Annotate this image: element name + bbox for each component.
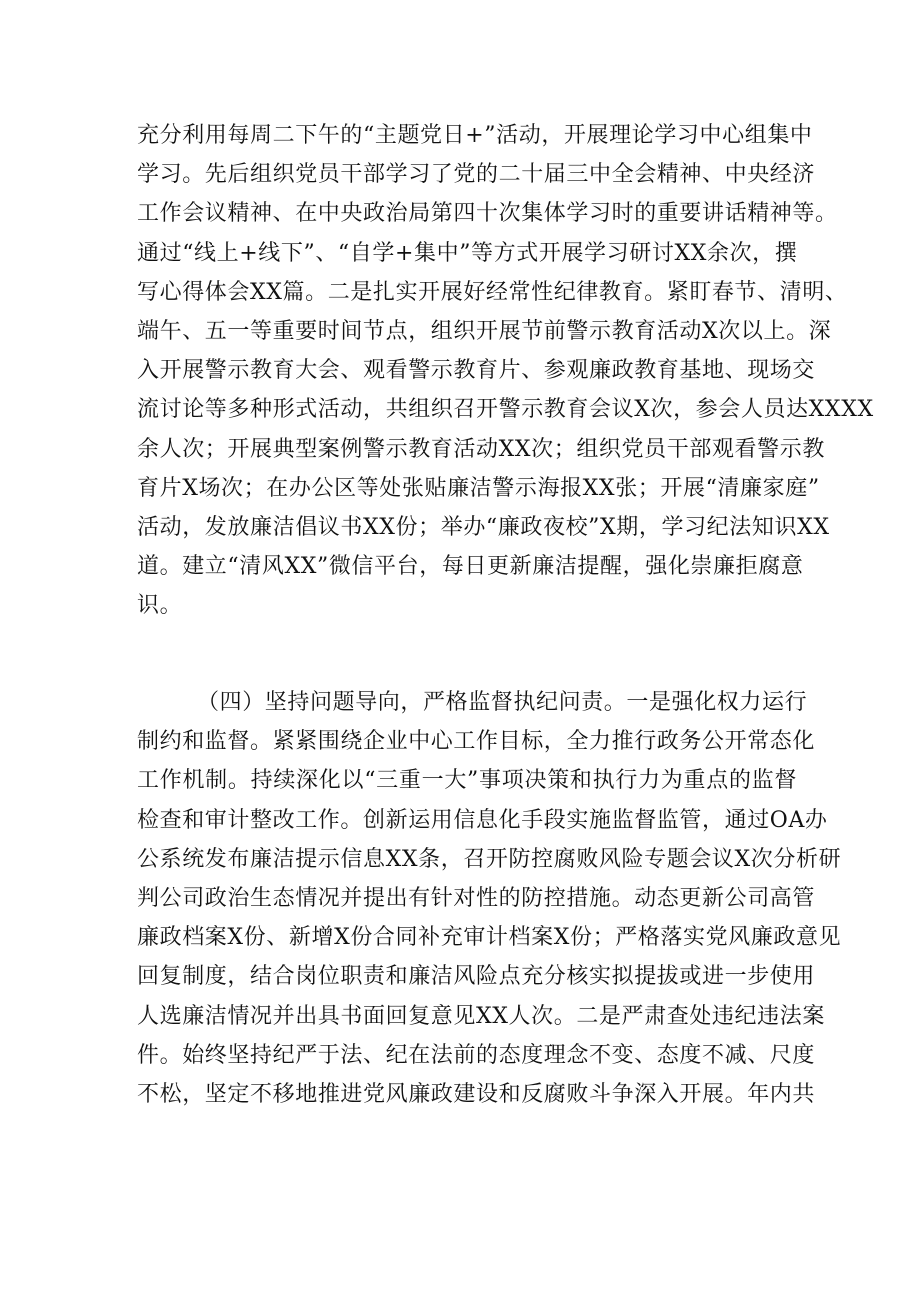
text-line: 识。 [137,593,183,619]
text-line: 道。建立“清风XX”微信平台，每日更新廉洁提醒，强化崇廉拒腐意 [137,554,804,580]
text-line: 充分利用每周二下午的“主题党日+”活动，开展理论学习中心组集中 [137,123,813,148]
paragraph-supervision-accountability [137,683,842,1114]
text-line: 判公司政治生态情况并提出有针对性的防控措施。动态更新公司高管 [137,885,816,911]
text-line: 学习。先后组织党员干部学习了党的二十届三中全会精神、中央经济 [137,162,816,188]
text-line: 活动，发放廉洁倡议书XX份；举办“廉政夜校”X期，学习纪法知识XX [137,514,830,540]
text-line: 回复制度，结合岗位职责和廉洁风险点充分核实拟提拔或进一步使用 [137,964,816,990]
paragraph-discipline-education [137,116,874,625]
text-line: 不松，坚定不移地推进党风廉政建设和反腐败斗争深入开展。年内共 [137,1081,816,1107]
text-line: （四）坚持问题导向，严格监督执纪问责。一是强化权力运行 [197,690,808,715]
text-line: 工作会议精神、在中央政治局第四十次集体学习时的重要讲话精神等。 [137,201,838,227]
text-line: 端午、五一等重要时间节点，组织开展节前警示教育活动X次以上。深 [137,318,832,344]
text-line: 公系统发布廉洁提示信息XX条，召开防控腐败风险专题会议X次分析研 [137,846,842,872]
text-line: 流讨论等多种形式活动，共组织召开警示教育会议X次，参会人员达XXXX [137,397,874,423]
text-line: 工作机制。持续深化以“三重一大”事项决策和执行力为重点的监督 [137,768,797,794]
text-line: 写心得体会XX篇。二是扎实开展好经常性纪律教育。紧盯春节、清明、 [137,279,848,305]
text-line: 育片X场次；在办公区等处张贴廉洁警示海报XX张；开展“清廉家庭” [137,475,820,501]
text-line: 余人次；开展典型案例警示教育活动XX次；组织党员干部观看警示教 [137,436,825,462]
text-line: 人选廉洁情况并出具书面回复意见XX人次。二是严肃查处违纪违法案 [137,1003,825,1029]
text-line: 检查和审计整改工作。创新运用信息化手段实施监督监管，通过OA办 [137,807,828,833]
text-line: 廉政档案X份、新增X份合同补充审计档案X份；严格落实党风廉政意见 [137,925,842,951]
text-line: 制约和监督。紧紧围绕企业中心工作目标，全力推行政务公开常态化 [137,729,816,755]
text-line: 通过“线上+线下”、“自学+集中”等方式开展学习研讨XX余次，撰 [137,240,798,266]
text-line: 件。始终坚持纪严于法、纪在法前的态度理念不变、态度不减、尺度 [137,1042,816,1068]
text-line: 入开展警示教育大会、观看警示教育片、参观廉政教育基地、现场交 [137,358,816,384]
